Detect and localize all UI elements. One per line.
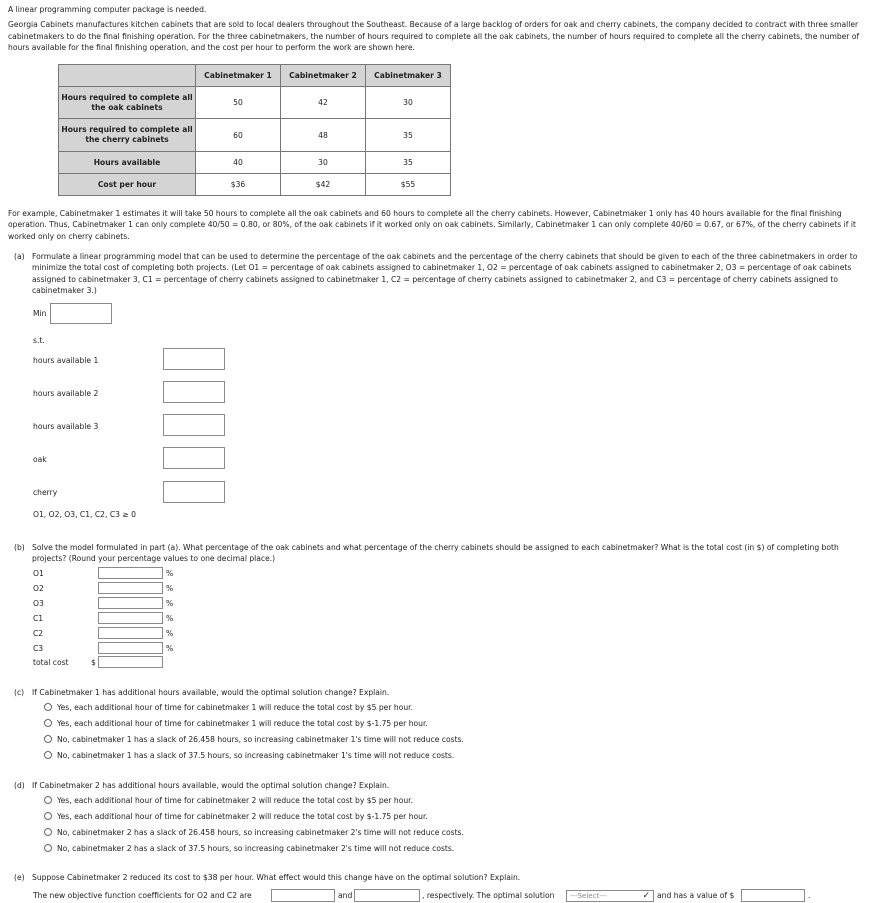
intro xyxy=(8,4,864,57)
constraint-label-cherry: cherry xyxy=(33,488,58,497)
select-value: ---Select--- xyxy=(570,892,607,900)
table-cell: 35 xyxy=(366,119,451,152)
radio-button[interactable] xyxy=(44,796,52,804)
part-a xyxy=(14,251,858,296)
part-c-text: If Cabinetmaker 1 has additional hours available, would the optimal solution change? Explain. xyxy=(32,688,390,697)
percent-sign: % xyxy=(166,629,174,638)
example-paragraph: For example, Cabinetmaker 1 estimates it will take 50 hours to complete all the oak cabinets and 60 hours to complete all the cherry cabinets. However, Cabinetmaker 1 only has 40 hours available for the final finishing operation. Thus, Cabinetmaker 1 can only complete 40/50 = 0.80, or 80%, of the oak cabinets if it worked only on oak cabinets. Similarly, Cabinetmaker 1 can only complete 40/60 = 0.67, or 67%, of the cherry cabinets if it worked only on cherry cabinets. xyxy=(8,209,856,241)
radio-option[interactable] xyxy=(44,717,428,729)
constraint-label-hours-1: hours available 1 xyxy=(33,356,99,365)
part-a-tag: (a) xyxy=(14,252,25,261)
answer-input-c1[interactable] xyxy=(98,612,163,624)
constraint-input-hours-1[interactable] xyxy=(163,348,225,370)
part-e-text: Suppose Cabinetmaker 2 reduced its cost to $38 per hour. What effect would this change have on the optimal solution? Explain. xyxy=(32,873,521,882)
answer-input-o1[interactable] xyxy=(98,567,163,579)
radio-button[interactable] xyxy=(44,719,52,727)
radio-option[interactable] xyxy=(44,826,464,838)
var-label-o1: O1 xyxy=(33,569,44,578)
coefficient-sentence: The new objective function coefficients for O2 and C2 are xyxy=(33,891,252,900)
table-header: Cabinetmaker 1 xyxy=(196,65,281,87)
answer-input-c2[interactable] xyxy=(98,627,163,639)
percent-sign: % xyxy=(166,599,174,608)
nonnegativity-label: O1, O2, O3, C1, C2, C3 ≥ 0 xyxy=(33,510,136,519)
radio-label: No, cabinetmaker 2 has a slack of 26.458 hours, so increasing cabinetmaker 2's time will not reduce costs. xyxy=(57,827,464,837)
min-label: Min xyxy=(33,309,47,318)
table-row xyxy=(59,119,451,152)
total-cost-label: total cost xyxy=(33,658,69,667)
radio-label: Yes, each additional hour of time for cabinetmaker 2 will reduce the total cost by $5 per hour. xyxy=(57,795,413,805)
table-cell: 35 xyxy=(366,152,451,174)
part-c-tag: (c) xyxy=(14,688,25,697)
cabinetmaker-table xyxy=(58,64,451,196)
value-label: and has a value of $ xyxy=(657,891,735,900)
radio-option[interactable] xyxy=(44,842,454,854)
constraint-label-hours-3: hours available 3 xyxy=(33,422,99,431)
radio-button[interactable] xyxy=(44,735,52,743)
answer-input-o3[interactable] xyxy=(98,597,163,609)
radio-button[interactable] xyxy=(44,703,52,711)
radio-label: No, cabinetmaker 1 has a slack of 26.458 hours, so increasing cabinetmaker 1's time will not reduce costs. xyxy=(57,734,464,744)
chevron-down-icon: ✓ xyxy=(642,891,650,901)
table-cell: $36 xyxy=(196,174,281,196)
part-e xyxy=(14,872,858,883)
row-label: Hours available xyxy=(59,152,196,174)
var-label-o2: O2 xyxy=(33,584,44,593)
intro-paragraph: Georgia Cabinets manufactures kitchen cabinets that are sold to local dealers throughout the Southeast. Because of a large backlog of orders for oak and cherry cabinets, the company decided to contract with three smaller cabinetmakers to do the final finishing operation. For the three cabinetmakers, the number of hours required to complete all the oak cabinets, the number of hours required to complete all the cherry cabinets, the number of hours available for the final finishing operation, and the cost per hour to perform the work are shown here. xyxy=(8,20,860,52)
radio-label: Yes, each additional hour of time for cabinetmaker 1 will reduce the total cost by $-1.75 per hour. xyxy=(57,718,428,728)
radio-option[interactable] xyxy=(44,810,428,822)
table-cell: 30 xyxy=(281,152,366,174)
var-label-o3: O3 xyxy=(33,599,44,608)
radio-option[interactable] xyxy=(44,733,464,745)
row-label: Hours required to complete all the cherry cabinets xyxy=(59,119,196,152)
percent-sign: % xyxy=(166,584,174,593)
objective-input[interactable] xyxy=(50,303,112,324)
constraint-input-hours-2[interactable] xyxy=(163,381,225,403)
row-label: Hours required to complete all the oak cabinets xyxy=(59,87,196,119)
table-cell: $42 xyxy=(281,174,366,196)
part-d-text: If Cabinetmaker 2 has additional hours available, would the optimal solution change? Explain. xyxy=(32,781,390,790)
optimal-solution-select[interactable] xyxy=(566,890,654,902)
part-a-text: Formulate a linear programming model that can be used to determine the percentage of the oak cabinets and the percentage of the cherry cabinets that should be given to each of the three cabinetmakers in order to minimize the total cost of completing both projects. (Let O1 = percentage of oak cabinets assigned to cabinetmaker 1, O2 = percentage of oak cabinets assigned to cabinetmaker 2, O3 = percentage of oak cabinets assigned to cabinetmaker 3, C1 = percentage of cherry cabinets assigned to cabinetmaker 1, C2 = percentage of cherry cabinets assigned to cabinetmaker 2, and C3 = percentage of cherry cabinets assigned to cabinetmaker 3.) xyxy=(32,252,858,295)
radio-option[interactable] xyxy=(44,749,454,761)
coefficient-c2-input[interactable] xyxy=(354,889,420,902)
constraint-input-hours-3[interactable] xyxy=(163,414,225,436)
radio-button[interactable] xyxy=(44,751,52,759)
radio-label: Yes, each additional hour of time for cabinetmaker 1 will reduce the total cost by $5 per hour. xyxy=(57,702,413,712)
total-cost-input[interactable] xyxy=(98,656,163,668)
table-cell: 42 xyxy=(281,87,366,119)
var-label-c2: C2 xyxy=(33,629,44,638)
table-cell: 30 xyxy=(366,87,451,119)
table-cell: 40 xyxy=(196,152,281,174)
percent-sign: % xyxy=(166,614,174,623)
part-b xyxy=(14,542,858,565)
part-b-tag: (b) xyxy=(14,543,25,552)
table-header: Cabinetmaker 2 xyxy=(281,65,366,87)
and-label: and xyxy=(338,891,353,900)
table-header: Cabinetmaker 3 xyxy=(366,65,451,87)
constraint-input-oak[interactable] xyxy=(163,447,225,469)
part-d xyxy=(14,780,858,791)
constraint-label-oak: oak xyxy=(33,455,47,464)
part-d-tag: (d) xyxy=(14,781,25,790)
coefficient-o2-input[interactable] xyxy=(271,889,335,902)
table-cell: 50 xyxy=(196,87,281,119)
constraint-input-cherry[interactable] xyxy=(163,481,225,503)
table-cell: 60 xyxy=(196,119,281,152)
var-label-c3: C3 xyxy=(33,644,44,653)
part-e-tag: (e) xyxy=(14,873,25,882)
percent-sign: % xyxy=(166,569,174,578)
constraint-label-hours-2: hours available 2 xyxy=(33,389,99,398)
part-c xyxy=(14,687,858,698)
part-b-text: Solve the model formulated in part (a). What percentage of the oak cabinets and what percentage of the cherry cabinets should be assigned to each cabinetmaker? What is the total cost (in $) of completing both projects? (Round your percentage values to one decimal place.) xyxy=(32,543,839,564)
percent-sign: % xyxy=(166,644,174,653)
respectively-label: , respectively. The optimal solution xyxy=(422,891,555,900)
radio-label: No, cabinetmaker 2 has a slack of 37.5 hours, so increasing cabinetmaker 2's time will not reduce costs. xyxy=(57,843,455,853)
radio-button[interactable] xyxy=(44,844,52,852)
radio-label: No, cabinetmaker 1 has a slack of 37.5 hours, so increasing cabinetmaker 1's time will not reduce costs. xyxy=(57,750,455,760)
table-cell: 48 xyxy=(281,119,366,152)
row-label: Cost per hour xyxy=(59,174,196,196)
table-cell: $55 xyxy=(366,174,451,196)
table-row xyxy=(59,174,451,196)
radio-button[interactable] xyxy=(44,812,52,820)
radio-option[interactable] xyxy=(44,701,413,713)
radio-label: Yes, each additional hour of time for cabinetmaker 2 will reduce the total cost by $-1.75 per hour. xyxy=(57,811,428,821)
intro-line: A linear programming computer package is needed. xyxy=(8,5,207,14)
var-label-c1: C1 xyxy=(33,614,44,623)
radio-button[interactable] xyxy=(44,828,52,836)
table-row xyxy=(59,87,451,119)
table-row xyxy=(59,152,451,174)
period: . xyxy=(808,891,811,900)
dollar-sign: $ xyxy=(91,658,96,667)
objective-value-input[interactable] xyxy=(741,889,805,902)
st-label: s.t. xyxy=(33,336,45,345)
radio-option[interactable] xyxy=(44,794,413,806)
answer-input-o2[interactable] xyxy=(98,582,163,594)
answer-input-c3[interactable] xyxy=(98,642,163,654)
table-corner xyxy=(59,65,196,87)
